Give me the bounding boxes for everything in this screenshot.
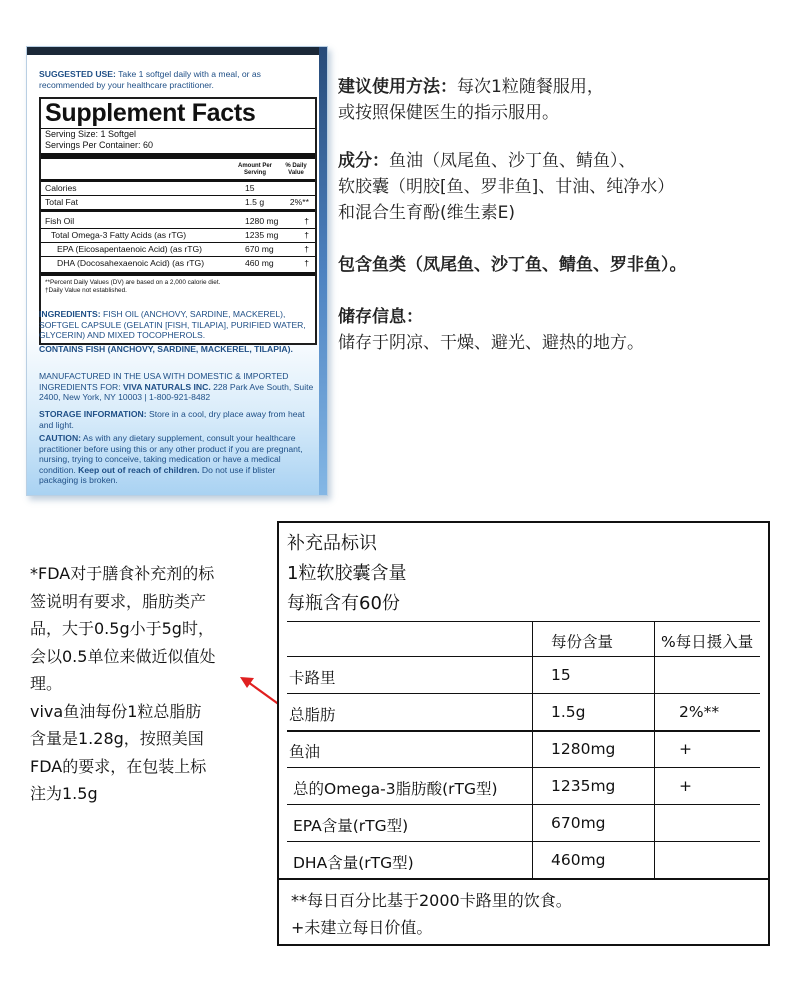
label-suggested-use <box>39 69 315 90</box>
cn-usage-text-2: 或按照保健医生的指示服用。 <box>338 103 559 123</box>
facts-row: Calories 15 <box>45 183 255 193</box>
facts-row: Total Fat 1.5 g 2%** <box>45 197 309 207</box>
label-ingredients: INGREDIENTS: FISH OIL (ANCHOVY, SARDINE, MACKEREL), SOFTGEL CAPSULE (GELATIN [FISH, TILAPIA], PURIFIED WATER, GLYCERIN) AND MIXED TOCOPHEROLS. <box>39 309 306 341</box>
note-line: viva鱼油每份1粒总脂肪 <box>30 701 202 721</box>
cn-ingredients: 成分：鱼油（凤尾鱼、沙丁鱼、鲭鱼）、 软胶囊（明胶[鱼、罗非鱼]、甘油、纯净水） 和混合生育酚(维生素E) <box>338 151 675 223</box>
table-row-name: DHA含量(rTG型) <box>293 854 414 872</box>
servings-per-container: Servings Per Container: 60 <box>45 140 154 150</box>
product-label <box>26 46 328 496</box>
suggested-use-text: Take 1 softgel daily with a meal, or as recommended by your healthcare practitioner. <box>39 69 261 90</box>
label-side-edge <box>319 47 327 495</box>
note-line: 理。 <box>30 674 63 693</box>
table-header <box>287 529 406 619</box>
supplement-facts-title: Supplement Facts <box>45 99 256 127</box>
table-title: 补充品标识 <box>287 533 377 554</box>
serving-size: Serving Size: 1 Softgel <box>45 129 137 139</box>
facts-column-headers <box>45 159 311 179</box>
facts-footnote-dv: **Percent Daily Values (DV) are based on a 2,000 calorie diet. <box>45 279 221 286</box>
facts-row: EPA (Eicosapentaenoic Acid) (as rTG) 670 mg † <box>57 244 309 254</box>
cn-usage <box>338 74 604 126</box>
supplement-facts-panel <box>39 97 317 345</box>
table-serving-size: 1粒软胶囊含量 <box>287 563 407 584</box>
table-row-dv: + <box>679 740 692 758</box>
cn-usage-heading: 建议使用方法： <box>338 77 457 97</box>
table-row-amount: 15 <box>551 666 571 684</box>
table-row-name: 总的Omega-3脂肪酸(rTG型) <box>293 780 498 798</box>
cn-storage-text: 储存于阴凉、干燥、避光、避热的地方。 <box>338 333 644 353</box>
col-amount-header: 每份含量 <box>551 633 614 651</box>
facts-row: DHA (Docosahexaenoic Acid) (as rTG) 460 mg † <box>57 258 309 268</box>
amount-per-serving-header: Amount Per Serving <box>237 163 272 176</box>
table-servings-per-container: 每瓶含有60份 <box>287 593 400 614</box>
note-line: 会以0.5单位来做近似值处 <box>30 646 216 666</box>
table-footnote-dagger: +未建立每日价值。 <box>291 918 433 937</box>
table-row-amount: 460mg <box>551 851 606 869</box>
table-row-amount: 1235mg <box>551 777 616 795</box>
note-line: FDA的要求，在包装上标 <box>30 756 207 776</box>
table-row-name: 总脂肪 <box>289 706 336 724</box>
table-row-amount: 1.5g <box>551 703 586 721</box>
cn-storage <box>338 304 644 356</box>
facts-footnote-dagger: †Daily Value not established. <box>45 287 127 294</box>
label-caution: CAUTION: As with any dietary supplement, consult your healthcare practitioner before using this or any other product if you are pregnant, nursing, trying to conceive, taking medication or have a medical condition. Keep out of reach of children. Do not use if blister packaging is broken. <box>39 433 303 486</box>
note-line: 签说明有要求，脂肪类产 <box>30 591 207 611</box>
note-line: 品，大于0.5g小于5g时， <box>30 619 214 638</box>
facts-row: Fish Oil 1280 mg † <box>45 216 309 226</box>
label-top-edge <box>27 47 327 55</box>
translated-facts-table <box>277 521 770 946</box>
table-row-amount: 670mg <box>551 814 606 832</box>
cn-storage-heading: 储存信息： <box>338 307 423 327</box>
label-storage: STORAGE INFORMATION: Store in a cool, dry place away from heat and light. <box>39 409 305 430</box>
label-manufactured: MANUFACTURED IN THE USA WITH DOMESTIC & IMPORTED INGREDIENTS FOR: VIVA NATURALS INC. 228 Park Ave South, Suite 2400, New York, NY 10003 | 1-800-921-8482 <box>39 371 314 403</box>
table-row-name: 卡路里 <box>289 669 336 687</box>
note-line: *FDA对于膳食补充剂的标 <box>30 564 215 583</box>
note-line: 含量是1.28g，按照美国 <box>30 729 204 748</box>
table-row-amount: 1280mg <box>551 740 616 758</box>
table-row-name: 鱼油 <box>289 743 321 761</box>
cn-contains: 包含鱼类（凤尾鱼、沙丁鱼、鲭鱼、罗非鱼）。 <box>338 255 687 275</box>
daily-value-header: % Daily Value <box>285 163 307 176</box>
col-dv-header: %每日摄入量 <box>661 633 754 651</box>
cn-usage-text: 每次1粒随餐服用， <box>457 77 604 97</box>
label-contains: CONTAINS FISH (ANCHOVY, SARDINE, MACKEREL, TILAPIA). <box>39 344 293 354</box>
table-footnotes <box>291 887 572 941</box>
table-footnote-dv: **每日百分比基于2000卡路里的饮食。 <box>291 891 572 910</box>
suggested-use-heading: SUGGESTED USE: <box>39 69 116 79</box>
fda-note <box>30 560 262 808</box>
note-line: 注为1.5g <box>30 784 98 803</box>
table-row-name: EPA含量(rTG型) <box>293 817 409 835</box>
table-row-dv: + <box>679 777 692 795</box>
table-row-dv: 2%** <box>679 703 720 721</box>
cn-ingredients-heading: 成分： <box>338 151 389 171</box>
facts-row: Total Omega-3 Fatty Acids (as rTG) 1235 mg † <box>51 230 309 240</box>
